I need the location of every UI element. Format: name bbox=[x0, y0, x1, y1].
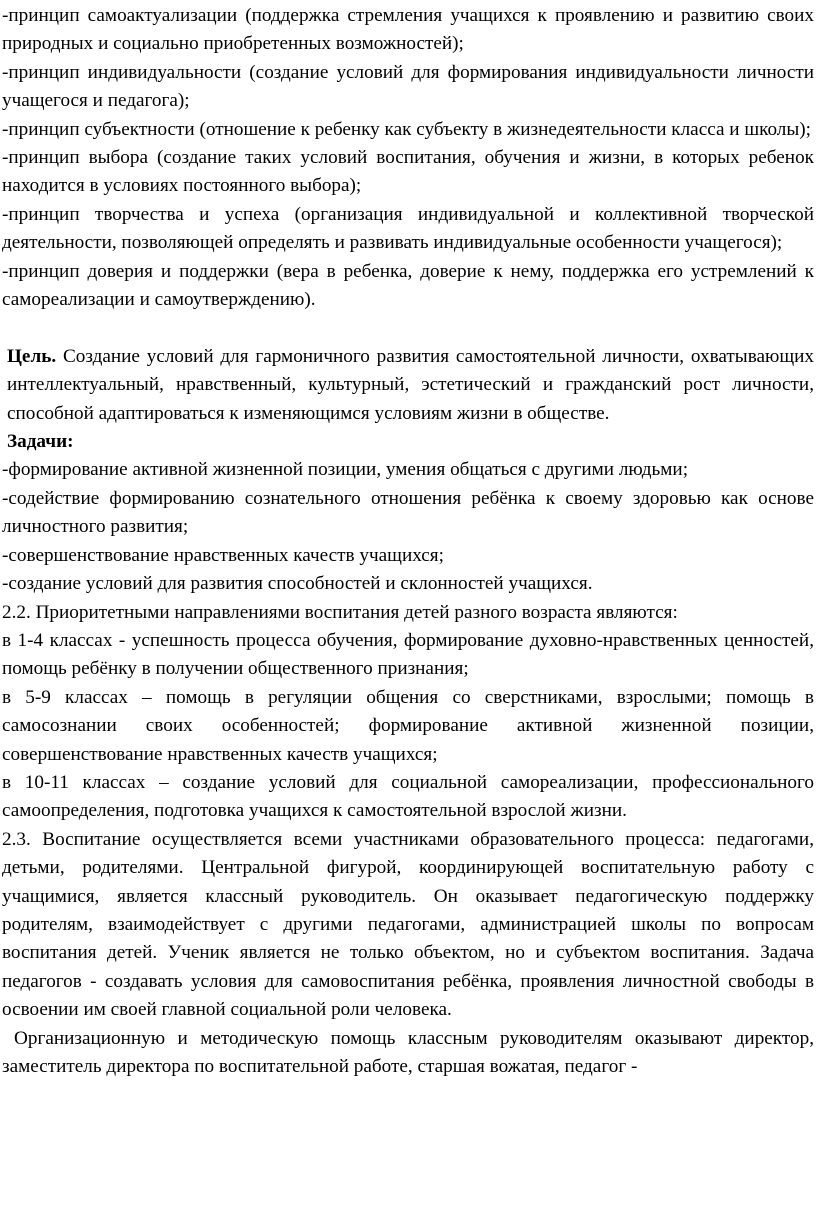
goal-label: Цель. bbox=[7, 345, 57, 367]
priority-grades-1-4: в 1-4 классах - успешность процесса обучения, формирование духовно-нравственных ценностей, помощь ребёнку в получении общественного признания; bbox=[2, 629, 814, 680]
task-item: -создание условий для развития способностей и склонностей учащихся. bbox=[2, 573, 593, 595]
section-2-2-intro: 2.2. Приоритетными направлениями воспитания детей разного возраста являются: bbox=[2, 601, 678, 623]
goal-text: Создание условий для гармоничного развития самостоятельной личности, охватывающих интеллектуальный, нравственный, культурный, эстетический и гражданский рост личности, способной адаптироваться к изменяющимся условиям жизни в обществе. bbox=[7, 345, 814, 424]
principle-trust-support: -принцип доверия и поддержки (вера в ребенка, доверие к нему, поддержка его устремлений к самореализации и самоутверждению). bbox=[2, 260, 814, 311]
tasks-heading bbox=[2, 428, 814, 456]
tasks-label: Задачи: bbox=[7, 431, 74, 453]
principle-creativity-success: -принцип творчества и успеха (организация индивидуальной и коллективной творческой деятельности, позволяющей определять и развивать индивидуальные особенности учащегося); bbox=[2, 203, 814, 254]
paragraph-gap bbox=[2, 314, 814, 342]
priority-grades-5-9: в 5-9 классах – помощь в регуляции общения со сверстниками, взрослыми; помощь в самосознании своих особенностей; формирование активной жизненной позиции, совершенствование нравственных качеств учащихся; bbox=[2, 686, 814, 765]
goal-paragraph bbox=[2, 343, 814, 428]
principle-subjectivity: -принцип субъектности (отношение к ребенку как субъекту в жизнедеятельности класса и школы); bbox=[2, 118, 811, 140]
principle-choice: -принцип выбора (создание таких условий воспитания, обучения и жизни, в которых ребенок находится в условиях постоянного выбора); bbox=[2, 147, 814, 197]
principle-self-actualization: -принцип самоактуализации (поддержка стремления учащихся к проявлению и развитию своих природных и социально приобретенных возможностей); bbox=[2, 5, 814, 55]
section-2-3-paragraph: 2.3. Воспитание осуществляется всеми участниками образовательного процесса: педагогами, детьми, родителями. Центральной фигурой, координирующей воспитательную работу с учащимися, является классный руководитель. Он оказывает педагогическую поддержку родителям, взаимодействует с другими педагогами, администрацией школы по вопросам воспитания детей. Ученик является не только объектом, но и субъектом воспитания. Задача педагогов - создавать условия для самовоспитания ребёнка, проявления личностной свободы в освоении им своей главной социальной роли человека. bbox=[2, 828, 814, 1021]
priority-grades-10-11: в 10-11 классах – создание условий для социальной самореализации, профессионального самоопределения, подготовка учащихся к самостоятельной взрослой жизни. bbox=[2, 771, 814, 822]
principle-individuality: -принцип индивидуальности (создание условий для формирования индивидуальности личности учащегося и педагога); bbox=[2, 61, 814, 112]
task-item: -формирование активной жизненной позиции, умения общаться с другими людьми; bbox=[2, 459, 689, 481]
last-paragraph: Организационную и методическую помощь классным руководителям оказывают директор, заместитель директора по воспитательной работе, старшая вожатая, педагог - bbox=[2, 1027, 814, 1078]
task-item: -содействие формированию сознательного отношения ребёнка к своему здоровью как основе личностного развития; bbox=[2, 487, 814, 538]
task-item: -совершенствование нравственных качеств учащихся; bbox=[2, 544, 444, 566]
